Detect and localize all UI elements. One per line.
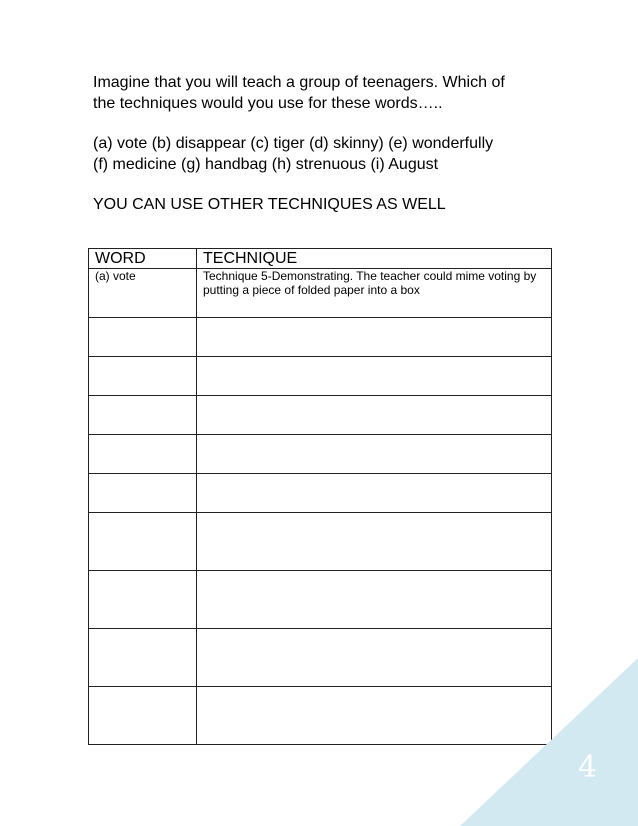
word-cell: (a) vote	[89, 269, 197, 318]
word-cell[interactable]	[89, 318, 197, 357]
word-cell[interactable]	[89, 474, 197, 513]
word-cell[interactable]	[89, 435, 197, 474]
table-row	[89, 571, 552, 629]
question-line-2: the techniques would you use for these words…..	[93, 95, 443, 112]
techniques-note: YOU CAN USE OTHER TECHNIQUES AS WELL	[93, 196, 446, 213]
technique-cell[interactable]	[197, 513, 552, 571]
word-cell[interactable]	[89, 396, 197, 435]
word-list-line-2: (f) medicine (g) handbag (h) strenuous (i) August	[93, 156, 439, 173]
table-row	[89, 513, 552, 571]
word-cell[interactable]	[89, 629, 197, 687]
question-line-1: Imagine that you will teach a group of teenagers. Which of	[93, 74, 505, 91]
technique-cell[interactable]	[197, 571, 552, 629]
word-list-line-1: (a) vote (b) disappear (c) tiger (d) skinny) (e) wonderfully	[93, 135, 494, 152]
word-cell[interactable]	[89, 571, 197, 629]
table-row	[89, 269, 552, 318]
table-row	[89, 396, 552, 435]
corner-triangle	[460, 658, 638, 826]
technique-cell: Technique 5-Demonstrating. The teacher could mime voting by putting a piece of folded paper into a box	[197, 269, 552, 318]
technique-cell[interactable]	[197, 318, 552, 357]
technique-cell[interactable]	[197, 357, 552, 396]
page-number: 4	[578, 750, 598, 785]
header-word: WORD	[89, 249, 197, 269]
table-row	[89, 357, 552, 396]
word-cell[interactable]	[89, 357, 197, 396]
table-header-row	[89, 249, 552, 269]
table-row	[89, 435, 552, 474]
word-cell[interactable]	[89, 687, 197, 745]
instructions	[93, 72, 563, 215]
corner-decoration	[460, 658, 638, 826]
table-row	[89, 318, 552, 357]
table-row	[89, 474, 552, 513]
technique-cell[interactable]	[197, 396, 552, 435]
word-cell[interactable]	[89, 513, 197, 571]
header-technique: TECHNIQUE	[197, 249, 552, 269]
technique-cell[interactable]	[197, 435, 552, 474]
technique-cell[interactable]	[197, 474, 552, 513]
